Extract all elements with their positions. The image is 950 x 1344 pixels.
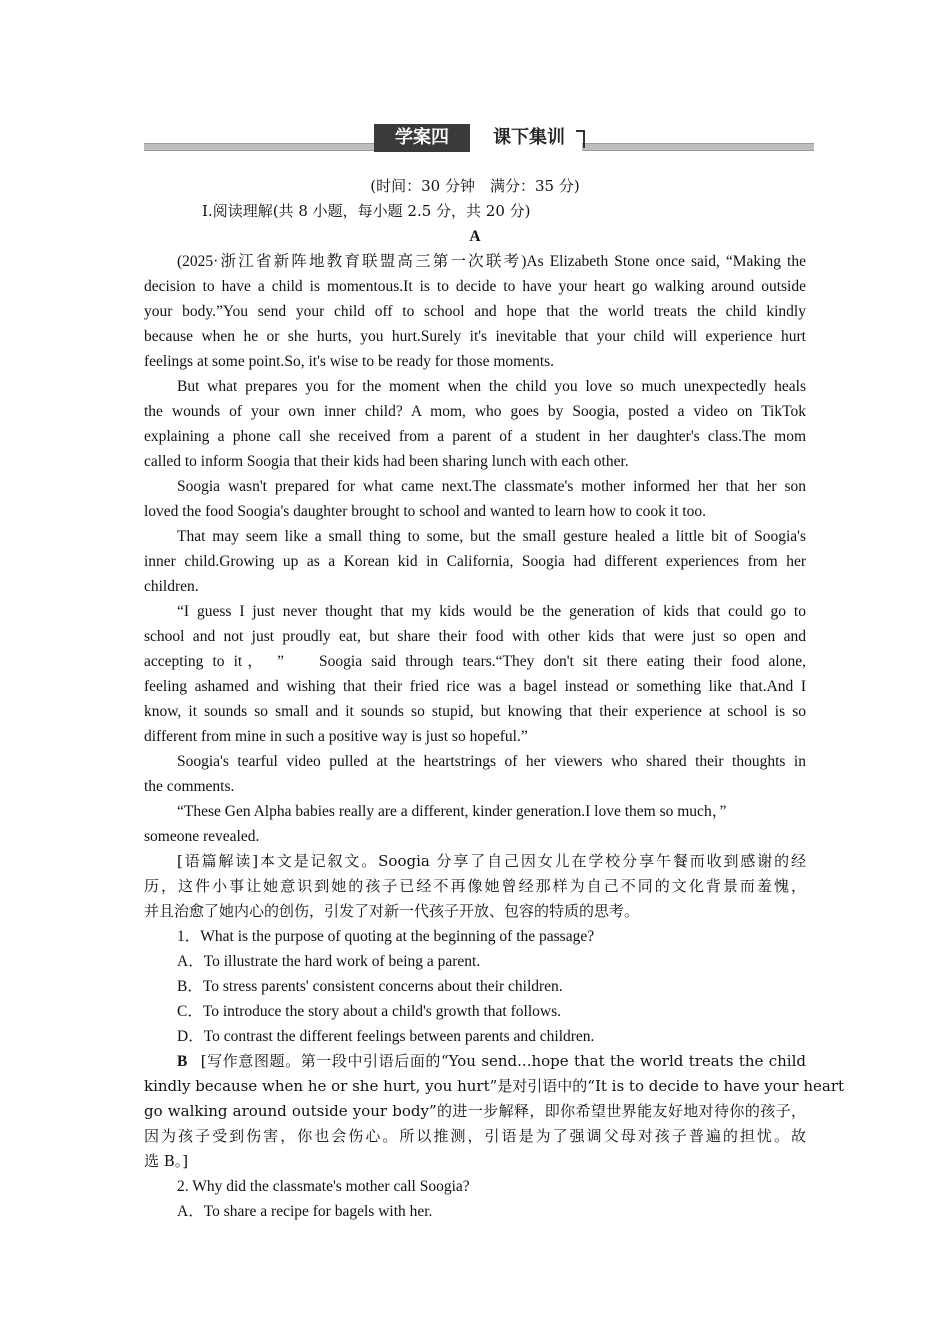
case-label: 学案四 <box>374 124 470 152</box>
time-score: (时间：30 分钟 满分：35 分) <box>370 177 580 195</box>
question-1-option: D．To contrast the different feelings between parents and children. <box>177 1028 595 1045</box>
analysis-line: [语篇解读]本文是记叙文。Soogia 分享了自己因女儿在学校分享午餐而收到感谢的经 <box>177 852 806 870</box>
passage-line: school and not just proudly eat, but share their food with other kids that were just so open and <box>144 628 806 645</box>
passage-line: explaining a phone call she received from a parent of a student in her daughter's class.The mom <box>144 428 806 445</box>
passage-line: Soogia wasn't prepared for what came next.The classmate's mother informed her that her son <box>177 478 806 495</box>
passage-line: feeling ashamed and wishing that their fried rice was a bagel instead or something like that.And I <box>144 678 806 695</box>
question-1-explanation <box>144 1049 806 1074</box>
passage-line: “I guess I just never thought that my kids would be the generation of kids that could go to <box>177 603 806 620</box>
banner-title: 课下集训 <box>470 124 582 152</box>
explanation-line: [写作意图题。第一段中引语后面的“You send...hope that the world treats the child <box>200 1052 806 1070</box>
passage-line: children. <box>144 578 199 595</box>
explanation-line: go walking around outside your body”的进一步解释，即你希望世界能友好地对待你的孩子， <box>144 1102 806 1120</box>
passage-line: the comments. <box>144 778 235 795</box>
question-1-stem: 1．What is the purpose of quoting at the beginning of the passage? <box>177 928 595 945</box>
passage-line: inner child.Growing up as a Korean kid in California, Soogia had different experiences from her <box>144 553 806 570</box>
question-2-stem: 2. Why did the classmate's mother call Soogia? <box>177 1178 470 1195</box>
question-1-option: C．To introduce the story about a child's growth that follows. <box>177 1003 561 1020</box>
passage-line: someone revealed. <box>144 828 260 845</box>
passage-line: That may seem like a small thing to some, but the small gesture healed a little bit of Soogia's <box>177 528 806 545</box>
passage-line: know, it sounds so small and it sounds so stupid, but knowing that their experience at school is so <box>144 703 806 720</box>
passage-line: your body.”You send your child off to school and hope that the world treats the child kindly <box>144 303 806 320</box>
question-1-option: B．To stress parents' consistent concerns about their children. <box>177 978 563 995</box>
section-title: Ⅰ.阅读理解(共 8 小题，每小题 2.5 分，共 20 分) <box>202 202 531 220</box>
passage-line: loved the food Soogia's daughter brought to school and wanted to learn how to cook it too. <box>144 503 706 520</box>
analysis-line: 历，这件小事让她意识到她的孩子已经不再像她曾经那样为自己不同的文化背景而羞愧， <box>144 877 806 895</box>
question-1-option: A．To illustrate the hard work of being a parent. <box>177 953 481 970</box>
bracket-icon <box>576 130 585 148</box>
passage-line: Soogia's tearful video pulled at the heartstrings of her viewers who shared their thoughts in <box>177 753 806 770</box>
section-banner <box>144 124 814 156</box>
explanation-line: 选 B。] <box>144 1152 189 1170</box>
passage-line: “These Gen Alpha babies really are a different, kinder generation.I love them so much，” <box>177 803 727 820</box>
passage-line: the wounds of your own inner child? A mom, who goes by Soogia, posted a video on TikTok <box>144 403 806 420</box>
question-2-option: A．To share a recipe for bagels with her. <box>177 1203 433 1220</box>
passage-line: decision to have a child is momentous.It is to decide to have your heart go walking around outside <box>144 278 806 295</box>
explanation-line: 因为孩子受到伤害，你也会伤心。所以推测，引语是为了强调父母对孩子普遍的担忧。故 <box>144 1127 806 1145</box>
passage-line: But what prepares you for the moment when the child you love so much unexpectedly heals <box>177 378 806 395</box>
passage-line: different from mine in such a positive way is just so hopeful.” <box>144 728 528 745</box>
passage-line: feelings at some point.So, it's wise to be ready for those moments. <box>144 353 555 370</box>
question-1-answer: B <box>177 1053 188 1070</box>
passage-line: accepting to it， ” Soogia said through tears.“They don't sit there eating their food alone, <box>144 653 806 670</box>
analysis-line: 并且治愈了她内心的创伤，引发了对新一代孩子开放、包容的特质的思考。 <box>144 902 640 920</box>
explanation-line: kindly because when he or she hurt, you hurt”是对引语中的“It is to decide to have your heart <box>144 1077 845 1095</box>
passage-label: A <box>469 228 481 245</box>
passage-line: called to inform Soogia that their kids had been sharing lunch with each other. <box>144 453 629 470</box>
passage-line: (2025·浙江省新阵地教育联盟高三第一次联考)As Elizabeth Stone once said, “Making the <box>177 253 806 270</box>
passage-line: because when he or she hurts, you hurt.Surely it's inevitable that your child will experience hurt <box>144 328 806 345</box>
